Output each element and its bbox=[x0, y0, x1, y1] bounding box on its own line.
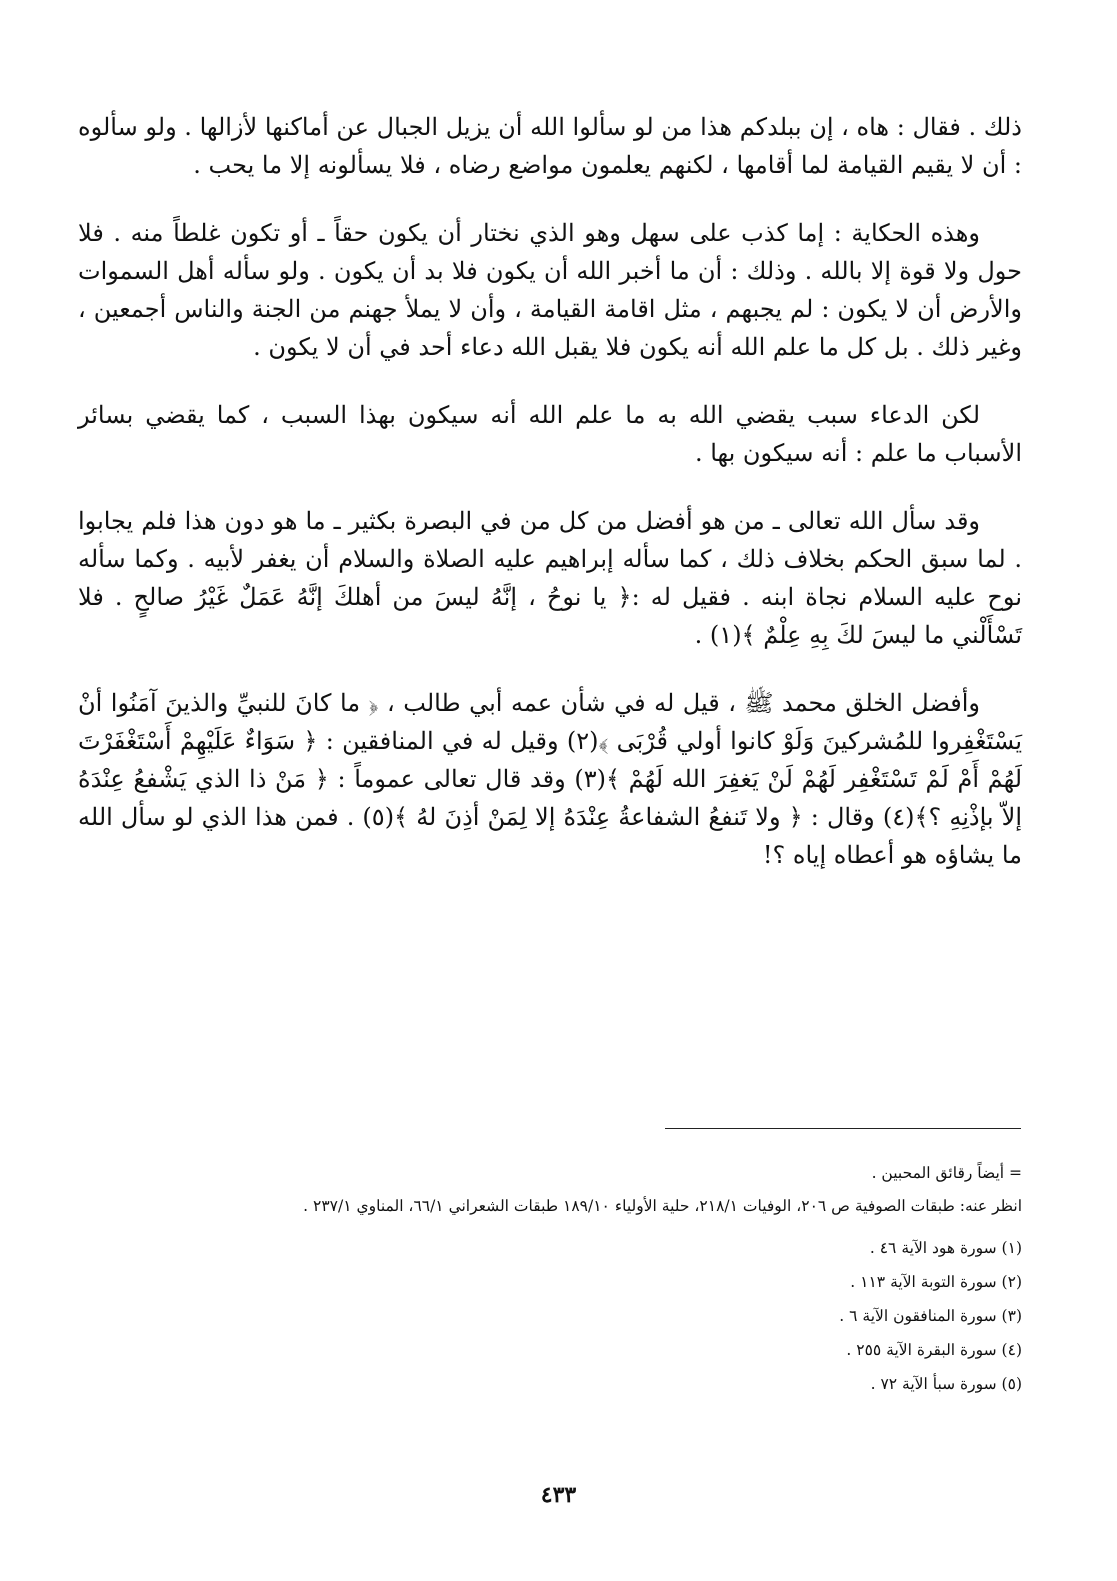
paragraph-5: وأفضل الخلق محمد ﷺ ، قيل له في شأن عمه أبي طالب ، ﴿ ما كانَ للنبيِّ والذينَ آمَنُوا أنْ يَسْتَغْفِروا للمُشركينَ وَلَوْ كانوا أولي قُرْبَى ﴾(٢) وقيل له في المنافقين : ﴿ سَوَاءٌ عَلَيْهِمْ أَسْتَغْفَرْتَ لَهُمْ أَمْ لَمْ تَسْتَغْفِر لَهُمْ لَنْ يَغفِرَ الله لَهُمْ ﴾(٣) وقد قال تعالى عموماً : ﴿ مَنْ ذا الذي يَشْفعُ عِنْدَهُ إلاّ بإذْنِهِ ؟﴾(٤) وقال : ﴿ ولا تَنفعُ الشفاعةُ عِنْدَهُ إلا لِمَنْ أذِنَ لهُ ﴾(٥) . فمن هذا الذي لو سأل الله ما يشاؤه هو أعطاه إياه ؟! bbox=[78, 689, 1023, 869]
paragraph-4: وقد سأل الله تعالى ـ من هو أفضل من كل من في البصرة بكثير ـ ما هو دون هذا فلم يجابوا . لما سبق الحكم بخلاف ذلك ، كما سأله إبراهيم عليه الصلاة والسلام أن يغفر لأبيه . وكما سأله نوح عليه السلام نجاة ابنه . فقيل له :﴿ يا نوحُ ، إنَّهُ ليسَ من أهلكَ إنَّهُ عَمَلٌ غَيْرُ صالحٍ . فلا تَسْأَلْني ما ليسَ لكَ بِهِ عِلْمٌ ﴾(١) . bbox=[78, 507, 1023, 649]
footnote-ref-1: (١) سورة هود الآية ٤٦ . bbox=[869, 1239, 1022, 1257]
paragraph-2: وهذه الحكاية : إما كذب على سهل وهو الذي نختار أن يكون حقاً ـ أو تكون غلطاً منه . فلا حول ولا قوة إلا بالله . وذلك : أن ما أخبر الله أن يكون فلا بد أن يكون . ولو سأله أهل السموات والأرض أن لا يكون : لم يجبهم ، مثل اقامة القيامة ، وأن لا يملأ جهنم من الجنة والناس أجمعين ، وغير ذلك . بل كل ما علم الله أنه يكون فلا يقبل الله دعاء أحد في أن لا يكون . bbox=[78, 219, 1022, 361]
paragraph-1: ذلك . فقال : هاه ، إن ببلدكم هذا من لو سألوا الله أن يزيل الجبال عن أماكنها لأزالها . ولو سألوه : أن لا يقيم القيامة لما أقامها ، لكنهم يعلمون مواضع رضاه ، فلا يسألونه إلا ما يحب . bbox=[78, 113, 1022, 179]
footnote-ref-5: (٥) سورة سبأ الآية ٧٢ . bbox=[870, 1375, 1022, 1393]
main-text bbox=[78, 108, 1022, 904]
footnote-ref-2: (٢) سورة التوبة الآية ١١٣ . bbox=[850, 1273, 1022, 1291]
footnote-continuation: = أيضاً رقائق المحبين . bbox=[871, 1164, 1022, 1182]
page-number: ٤٣٣ bbox=[540, 1482, 577, 1508]
footnotes bbox=[110, 1157, 1022, 1401]
paragraph-3: لكن الدعاء سبب يقضي الله به ما علم الله أنه سيكون بهذا السبب ، كما يقضي بسائر الأسباب ما علم : أنه سيكون بها . bbox=[78, 401, 1022, 467]
footnote-ref-4: (٤) سورة البقرة الآية ٢٥٥ . bbox=[846, 1341, 1022, 1359]
footnote-divider bbox=[665, 1128, 1021, 1129]
footnote-sources: انظر عنه: طبقات الصوفية ص ٢٠٦، الوفيات ٢١٨/١، حلية الأولياء ١٨٩/١٠ طبقات الشعراني ٦٦/١، المناوي ٢٣٧/١ . bbox=[303, 1197, 1022, 1215]
footnote-references bbox=[110, 1231, 1022, 1401]
footnote-ref-3: (٣) سورة المنافقون الآية ٦ . bbox=[839, 1307, 1022, 1325]
